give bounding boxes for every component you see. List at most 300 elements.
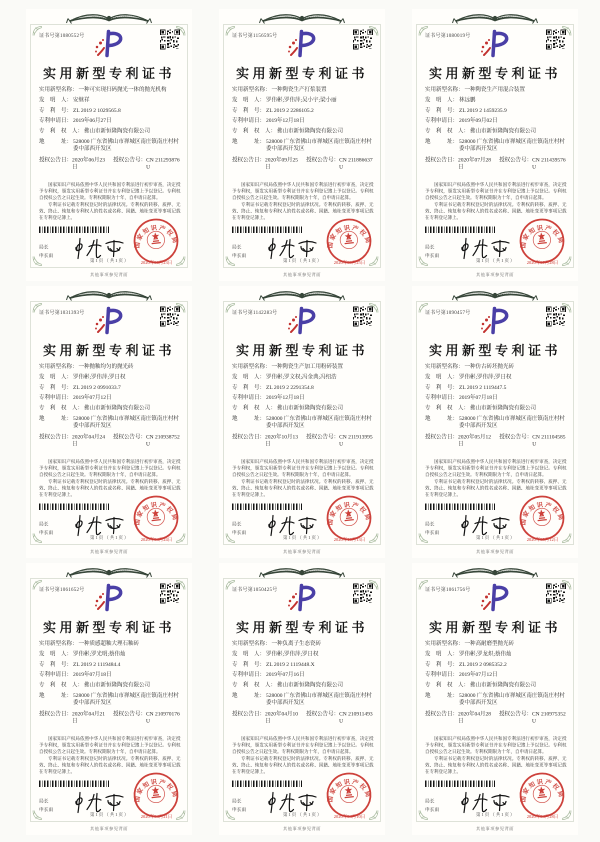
seal-text: 国家知识产权局 bbox=[520, 225, 565, 249]
field-patent-number bbox=[39, 107, 181, 114]
certificate bbox=[219, 286, 385, 558]
field-value: 罗伟彬;罗伟萍;吴小宇;梁小丽 bbox=[266, 96, 337, 103]
legal-text bbox=[39, 459, 181, 499]
spacer bbox=[299, 711, 306, 725]
seal-text: 国家知识产权局 bbox=[520, 502, 565, 526]
certificate-paper bbox=[26, 9, 192, 281]
certificate-fields bbox=[39, 87, 181, 175]
certificate bbox=[26, 286, 192, 558]
certificate-fields bbox=[425, 364, 567, 452]
cnipa-logo-icon bbox=[476, 306, 514, 336]
field-label: 实用新型名称： bbox=[425, 86, 464, 93]
field-label: 发 明 人： bbox=[232, 650, 265, 657]
spacer bbox=[492, 157, 499, 171]
field-filing-date bbox=[232, 395, 374, 402]
certificate-frame bbox=[224, 24, 381, 268]
certificate-frame bbox=[31, 301, 188, 545]
field-label: 专利申请日： bbox=[39, 394, 72, 401]
field-grant-info bbox=[232, 434, 374, 448]
field-utility-model-name bbox=[425, 87, 567, 94]
page-number-note: 第1页（共1页） bbox=[89, 258, 130, 263]
director-name: 申长雨 bbox=[425, 253, 440, 259]
field-value: 2020年04月28日 bbox=[458, 711, 491, 724]
field-grant-info bbox=[39, 157, 181, 171]
garland-ornament bbox=[450, 564, 540, 579]
field-label: 发 明 人： bbox=[425, 650, 458, 657]
legal-paragraph-1: 国家知识产权局依照中华人民共和国专利法进行初步审查，决定授予专利权，颁发实用新型专利证书并在专利登记簿上予以登记。专利权自授权公告之日起生效。专利权期限为十年，自申请日起算。 bbox=[39, 736, 181, 754]
certificate-paper bbox=[219, 563, 385, 835]
field-value: 林远鹏 bbox=[459, 96, 476, 103]
legal-paragraph-2: 专利证书记载专利权登记时的法律状况。专利权的转移、质押、无效、终止、恢复和专利权人的姓名或名称、国籍、地址变更等事项记载在专利登记簿上。 bbox=[39, 756, 181, 774]
field-value: 一种负离子生态瓷砖 bbox=[271, 640, 321, 647]
field-filing-date bbox=[39, 118, 181, 125]
field-address bbox=[232, 138, 374, 152]
legal-paragraph-2: 专利证书记载专利权登记时的法律状况。专利权的转移、质押、无效、终止、恢复和专利权人的姓名或名称、国籍、地址变更等事项记载在专利登记簿上。 bbox=[425, 202, 567, 220]
field-patentee bbox=[425, 405, 567, 412]
director-title: 局长 bbox=[232, 522, 242, 527]
director-name: 申长雨 bbox=[39, 530, 54, 536]
field-label: 授权公告日： bbox=[425, 157, 458, 164]
spacer bbox=[299, 434, 306, 448]
legal-paragraph-2: 专利证书记载专利权登记时的法律状况。专利权的转移、质押、无效、终止、恢复和专利权人的姓名或名称、国籍、地址变更等事项记载在专利登记簿上。 bbox=[232, 479, 374, 497]
legal-text bbox=[39, 182, 181, 222]
field-value: 安继祥 bbox=[73, 96, 90, 103]
back-side-note: 其他事项参见背面 bbox=[282, 549, 321, 554]
certificate-frame bbox=[417, 578, 574, 822]
field-utility-model-name bbox=[39, 641, 181, 648]
field-value: CN 210911493 U bbox=[339, 711, 373, 724]
field-patent-number bbox=[425, 384, 567, 391]
garland-ornament bbox=[257, 10, 347, 25]
field-label: 地 址： bbox=[39, 415, 72, 422]
field-patent-number bbox=[232, 661, 374, 668]
qr-code bbox=[546, 30, 566, 50]
certificate-number: 证书号第1061756号 bbox=[425, 587, 471, 593]
certificate-fields bbox=[39, 364, 181, 452]
field-label: 专 利 权 人： bbox=[425, 405, 469, 411]
director-name: 申长雨 bbox=[232, 530, 247, 536]
field-label: 专利申请日： bbox=[232, 117, 265, 124]
back-side-note: 其他事项参见背面 bbox=[89, 826, 128, 831]
field-value: CN 211439576 U bbox=[532, 157, 566, 170]
field-label: 授权公告号： bbox=[306, 434, 340, 441]
director-name: 申长雨 bbox=[232, 253, 247, 259]
certificate-footer bbox=[425, 502, 567, 542]
certificate bbox=[219, 9, 385, 281]
garland-ornament bbox=[64, 564, 154, 579]
field-inventors bbox=[39, 97, 181, 104]
certificate-title: 实用新型专利证书 bbox=[235, 343, 368, 358]
field-value: ZL 2019 2 1029565.8 bbox=[73, 107, 121, 114]
field-grant-info bbox=[39, 711, 181, 725]
field-value: CN 211886637 U bbox=[339, 157, 373, 170]
field-value: 528000 广东省佛山市禅城区南庄镇南庄村村委中部西开发区 bbox=[266, 415, 372, 429]
qr-code bbox=[353, 30, 373, 50]
barcode bbox=[425, 504, 495, 511]
certificate-footer bbox=[425, 779, 567, 819]
qr-code bbox=[160, 584, 180, 604]
field-value: 528000 广东省佛山市禅城区南庄镇南庄村村委中部西开发区 bbox=[459, 692, 565, 706]
field-value: 佛山市新恒隆陶瓷有限公司 bbox=[470, 405, 536, 411]
field-value: ZL 2019 2 1119447.5 bbox=[459, 384, 507, 391]
certificate-footer bbox=[39, 502, 181, 542]
director-title: 局长 bbox=[425, 799, 435, 804]
certificate-fields bbox=[425, 641, 567, 729]
certificate-footer bbox=[425, 225, 567, 265]
field-inventors bbox=[232, 374, 374, 381]
field-value: ZL 2019 2 2286105.2 bbox=[266, 107, 314, 114]
garland-ornament bbox=[257, 287, 347, 302]
field-value: 2019年12月18日 bbox=[266, 394, 305, 401]
certificate-footer bbox=[39, 779, 181, 819]
field-utility-model-name bbox=[39, 87, 181, 94]
field-grant-info bbox=[232, 157, 374, 171]
field-value: 2020年09月25日 bbox=[265, 157, 298, 170]
legal-paragraph-1: 国家知识产权局依照中华人民共和国专利法进行初步审查，决定授予专利权，颁发实用新型专利证书并在专利登记簿上予以登记。专利权自授权公告之日起生效。专利权期限为十年，自申请日起算。 bbox=[232, 459, 374, 477]
legal-paragraph-1: 国家知识产权局依照中华人民共和国专利法进行初步审查，决定授予专利权，颁发实用新型专利证书并在专利登记簿上予以登记。专利权自授权公告之日起生效。专利权期限为十年，自申请日起算。 bbox=[39, 182, 181, 200]
field-inventors bbox=[232, 651, 374, 658]
certificate-paper bbox=[412, 563, 578, 835]
field-label: 专利申请日： bbox=[39, 117, 72, 124]
field-label: 授权公告日： bbox=[39, 157, 72, 164]
legal-text bbox=[232, 459, 374, 499]
field-value: 2019年12月18日 bbox=[266, 117, 305, 124]
field-label: 专 利 号： bbox=[232, 661, 265, 668]
field-patentee bbox=[39, 682, 181, 689]
certificate-frame bbox=[224, 301, 381, 545]
field-inventors bbox=[425, 374, 567, 381]
barcode bbox=[39, 227, 109, 234]
certificate-frame bbox=[31, 24, 188, 268]
field-value: 2020年04月24日 bbox=[72, 434, 105, 447]
field-value: 佛山市新恒隆陶瓷有限公司 bbox=[277, 405, 343, 411]
field-address bbox=[232, 692, 374, 706]
field-value: 一种高耐磨型抛光砖 bbox=[464, 640, 514, 647]
director-title: 局长 bbox=[425, 245, 435, 250]
seal-text: 国家知识产权局 bbox=[520, 779, 565, 803]
qr-code bbox=[353, 584, 373, 604]
field-value: 佛山市新恒隆陶瓷有限公司 bbox=[84, 405, 150, 411]
field-label: 专 利 权 人： bbox=[39, 682, 83, 688]
director-title: 局长 bbox=[39, 522, 49, 527]
director-name: 申长雨 bbox=[232, 807, 247, 813]
field-value: 一种质感超釉大理石釉砖 bbox=[78, 640, 139, 647]
legal-paragraph-1: 国家知识产权局依照中华人民共和国专利法进行初步审查，决定授予专利权，颁发实用新型专利证书并在专利登记簿上予以登记。专利权自授权公告之日起生效。专利权期限为十年，自申请日起算。 bbox=[425, 182, 567, 200]
director-name: 申长雨 bbox=[425, 807, 440, 813]
field-value: 2019年07月12日 bbox=[459, 671, 498, 678]
cnipa-logo-icon bbox=[90, 29, 128, 59]
qr-code bbox=[160, 307, 180, 327]
field-label: 授权公告号： bbox=[306, 157, 340, 164]
field-inventors bbox=[425, 97, 567, 104]
field-value: 罗伟彬;罗伟萍;罗日权 bbox=[459, 373, 512, 380]
barcode bbox=[39, 504, 109, 511]
director-title: 局长 bbox=[232, 245, 242, 250]
seal-date: 2020年05月12日 bbox=[526, 537, 559, 542]
field-value: ZL 2019 2 0991033.7 bbox=[73, 384, 121, 391]
certificate-number: 证书号第1080019号 bbox=[425, 33, 471, 39]
seal-text: 国家知识产权局 bbox=[327, 779, 372, 803]
field-label: 发 明 人： bbox=[39, 373, 72, 380]
field-filing-date bbox=[39, 672, 181, 679]
field-value: 2020年06月23日 bbox=[72, 157, 105, 170]
field-value: 罗伟彬;罗伟萍;罗日权 bbox=[73, 373, 126, 380]
field-value: ZL 2019 2 1119448.X bbox=[266, 661, 315, 668]
cnipa-logo-icon bbox=[283, 306, 321, 336]
seal-date: 2020年04月28日 bbox=[526, 814, 559, 819]
certificate-number: 证书号第1142283号 bbox=[232, 310, 278, 316]
field-label: 授权公告号： bbox=[499, 157, 533, 164]
certificate-number: 证书号第1061652号 bbox=[39, 587, 85, 593]
field-grant-info bbox=[425, 434, 567, 448]
field-filing-date bbox=[39, 395, 181, 402]
certificate-number: 证书号第1050425号 bbox=[232, 587, 278, 593]
field-patent-number bbox=[425, 107, 567, 114]
field-label: 实用新型名称： bbox=[425, 363, 464, 370]
field-address bbox=[39, 692, 181, 706]
cnipa-logo-icon bbox=[283, 583, 321, 613]
field-value: 一种陶瓷生产加工用粉碎装置 bbox=[271, 363, 343, 370]
back-side-note: 其他事项参见背面 bbox=[475, 549, 514, 554]
director-title: 局长 bbox=[39, 799, 49, 804]
certificate-title: 实用新型专利证书 bbox=[428, 66, 561, 81]
field-label: 授权公告日： bbox=[232, 157, 265, 164]
field-address bbox=[425, 138, 567, 152]
field-label: 授权公告号： bbox=[499, 711, 533, 718]
director-title: 局长 bbox=[425, 522, 435, 527]
certificate-footer bbox=[232, 502, 374, 542]
field-value: 佛山市新恒隆陶瓷有限公司 bbox=[84, 682, 150, 688]
field-label: 授权公告号： bbox=[113, 157, 147, 164]
field-label: 发 明 人： bbox=[39, 96, 72, 103]
field-label: 专利申请日： bbox=[232, 671, 265, 678]
field-label: 发 明 人： bbox=[425, 96, 458, 103]
cnipa-logo-icon bbox=[90, 306, 128, 336]
field-utility-model-name bbox=[232, 364, 374, 371]
field-value: 528000 广东省佛山市禅城区南庄镇南庄村村委中部西开发区 bbox=[266, 692, 372, 706]
legal-paragraph-2: 专利证书记载专利权登记时的法律状况。专利权的转移、质押、无效、终止、恢复和专利权人的姓名或名称、国籍、地址变更等事项记载在专利登记簿上。 bbox=[232, 756, 374, 774]
field-label: 授权公告日： bbox=[39, 711, 72, 718]
legal-paragraph-1: 国家知识产权局依照中华人民共和国专利法进行初步审查，决定授予专利权，颁发实用新型专利证书并在专利登记簿上予以登记。专利权自授权公告之日起生效。专利权期限为十年，自申请日起算。 bbox=[425, 459, 567, 477]
spacer bbox=[492, 711, 499, 725]
director-title: 局长 bbox=[39, 245, 49, 250]
field-grant-info bbox=[425, 711, 567, 725]
spacer bbox=[106, 157, 113, 171]
cnipa-logo-icon bbox=[476, 29, 514, 59]
field-label: 发 明 人： bbox=[39, 650, 72, 657]
certificate bbox=[26, 9, 192, 281]
certificate-paper bbox=[219, 9, 385, 281]
seal-text: 国家知识产权局 bbox=[327, 502, 372, 526]
field-label: 专利申请日： bbox=[425, 394, 458, 401]
field-value: 一种仿古砖坯抛光砖 bbox=[464, 363, 514, 370]
back-side-note: 其他事项参见背面 bbox=[282, 272, 321, 277]
legal-text bbox=[425, 736, 567, 776]
field-value: 罗伟彬;罗文权;冯金典;冯绍浩 bbox=[266, 373, 337, 380]
director-title: 局长 bbox=[232, 799, 242, 804]
garland-ornament bbox=[64, 10, 154, 25]
field-label: 地 址： bbox=[232, 138, 265, 145]
back-side-note: 其他事项参见背面 bbox=[89, 549, 128, 554]
field-label: 专 利 号： bbox=[232, 384, 265, 391]
field-value: 528000 广东省佛山市禅城区南庄镇南庄村村委中部西开发区 bbox=[459, 138, 565, 152]
field-patentee bbox=[39, 405, 181, 412]
barcode bbox=[39, 781, 109, 788]
legal-paragraph-2: 专利证书记载专利权登记时的法律状况。专利权的转移、质押、无效、终止、恢复和专利权人的姓名或名称、国籍、地址变更等事项记载在专利登记簿上。 bbox=[232, 202, 374, 220]
field-label: 地 址： bbox=[39, 138, 72, 145]
legal-text bbox=[425, 459, 567, 499]
field-value: 2020年04月21日 bbox=[72, 711, 105, 724]
certificate-paper bbox=[412, 9, 578, 281]
field-address bbox=[425, 692, 567, 706]
field-value: ZL 2019 2 0985352.2 bbox=[459, 661, 507, 668]
legal-text bbox=[232, 182, 374, 222]
back-side-note: 其他事项参见背面 bbox=[475, 272, 514, 277]
certificate-fields bbox=[232, 87, 374, 175]
field-value: 2020年10月13日 bbox=[265, 434, 298, 447]
barcode bbox=[425, 227, 495, 234]
field-label: 地 址： bbox=[425, 138, 458, 145]
field-value: 2020年04月10日 bbox=[265, 711, 298, 724]
certificate-title: 实用新型专利证书 bbox=[235, 620, 368, 635]
garland-ornament bbox=[450, 287, 540, 302]
field-value: 2020年05月12日 bbox=[458, 434, 491, 447]
certificate-number: 证书号第1080552号 bbox=[39, 33, 85, 39]
field-label: 专 利 号： bbox=[425, 661, 458, 668]
field-utility-model-name bbox=[425, 364, 567, 371]
field-filing-date bbox=[425, 118, 567, 125]
back-side-note: 其他事项参见背面 bbox=[475, 826, 514, 831]
field-value: 罗伟彬;罗光明;蔡伟灿 bbox=[73, 650, 126, 657]
certificate-frame bbox=[224, 578, 381, 822]
legal-paragraph-1: 国家知识产权局依照中华人民共和国专利法进行初步审查，决定授予专利权，颁发实用新型专利证书并在专利登记簿上予以登记。专利权自授权公告之日起生效。专利权期限为十年，自申请日起算。 bbox=[232, 182, 374, 200]
field-value: CN 210938752 U bbox=[146, 434, 180, 447]
field-value: ZL 2019 2 1459235.9 bbox=[459, 107, 507, 114]
field-label: 实用新型名称： bbox=[39, 640, 78, 647]
cnipa-logo-icon bbox=[476, 583, 514, 613]
field-label: 授权公告号： bbox=[113, 434, 147, 441]
field-value: 一种陶瓷生产打浆装置 bbox=[271, 86, 327, 93]
seal-text: 国家知识产权局 bbox=[327, 225, 372, 249]
field-value: 2019年09月02日 bbox=[459, 117, 498, 124]
certificate-number: 证书号第1090457号 bbox=[425, 310, 471, 316]
field-value: 528000 广东省佛山市禅城区南庄镇南庄村村委中部西开发区 bbox=[73, 138, 179, 152]
back-side-note: 其他事项参见背面 bbox=[282, 826, 321, 831]
legal-paragraph-2: 专利证书记载专利权登记时的法律状况。专利权的转移、质押、无效、终止、恢复和专利权人的姓名或名称、国籍、地址变更等事项记载在专利登记簿上。 bbox=[39, 202, 181, 220]
director-name: 申长雨 bbox=[39, 253, 54, 259]
field-label: 地 址： bbox=[232, 415, 265, 422]
field-label: 发 明 人： bbox=[232, 96, 265, 103]
field-label: 专利申请日： bbox=[425, 671, 458, 678]
field-value: CN 211913995 U bbox=[339, 434, 373, 447]
field-filing-date bbox=[425, 672, 567, 679]
seal-text: 国家知识产权局 bbox=[134, 779, 179, 803]
field-value: CN 211104585 U bbox=[532, 434, 566, 447]
spacer bbox=[106, 434, 113, 448]
certificate-frame bbox=[417, 301, 574, 545]
field-utility-model-name bbox=[232, 87, 374, 94]
field-patent-number bbox=[39, 384, 181, 391]
field-label: 发 明 人： bbox=[232, 373, 265, 380]
field-grant-info bbox=[425, 157, 567, 171]
cnipa-logo-icon bbox=[90, 583, 128, 613]
certificate-paper bbox=[26, 563, 192, 835]
field-label: 实用新型名称： bbox=[232, 640, 271, 647]
barcode bbox=[232, 504, 302, 511]
field-value: 2020年07月28日 bbox=[458, 157, 491, 170]
certificate-footer bbox=[39, 225, 181, 265]
spacer bbox=[106, 711, 113, 725]
page-number-note: 第1页（共1页） bbox=[282, 812, 323, 817]
field-patentee bbox=[232, 682, 374, 689]
field-value: 佛山市新恒隆陶瓷有限公司 bbox=[470, 128, 536, 134]
field-value: ZL 2019 2 2291354.8 bbox=[266, 384, 314, 391]
certificate-title: 实用新型专利证书 bbox=[42, 66, 175, 81]
back-side-note: 其他事项参见背面 bbox=[89, 272, 128, 277]
field-patentee bbox=[39, 128, 181, 135]
certificate bbox=[219, 563, 385, 835]
field-label: 授权公告号： bbox=[113, 711, 147, 718]
field-patent-number bbox=[425, 661, 567, 668]
field-inventors bbox=[232, 97, 374, 104]
certificate-paper bbox=[412, 286, 578, 558]
certificate-footer bbox=[232, 225, 374, 265]
field-patent-number bbox=[232, 107, 374, 114]
barcode bbox=[232, 227, 302, 234]
field-grant-info bbox=[39, 434, 181, 448]
field-address bbox=[39, 138, 181, 152]
field-label: 授权公告号： bbox=[306, 711, 340, 718]
seal-date: 2020年09月25日 bbox=[333, 260, 366, 265]
field-patentee bbox=[232, 405, 374, 412]
barcode bbox=[232, 781, 302, 788]
field-label: 地 址： bbox=[425, 692, 458, 699]
field-label: 授权公告日： bbox=[232, 711, 265, 718]
certificate-fields bbox=[39, 641, 181, 729]
field-label: 实用新型名称： bbox=[39, 363, 78, 370]
field-label: 专 利 权 人： bbox=[425, 128, 469, 134]
spacer bbox=[299, 157, 306, 171]
field-value: 528000 广东省佛山市禅城区南庄镇南庄村村委中部西开发区 bbox=[266, 138, 372, 152]
field-address bbox=[232, 415, 374, 429]
field-label: 专 利 号： bbox=[39, 384, 72, 391]
field-label: 专 利 权 人： bbox=[39, 128, 83, 134]
field-label: 地 址： bbox=[39, 692, 72, 699]
field-value: 佛山市新恒隆陶瓷有限公司 bbox=[277, 128, 343, 134]
field-label: 专 利 权 人： bbox=[39, 405, 83, 411]
field-filing-date bbox=[232, 118, 374, 125]
certificate-title: 实用新型专利证书 bbox=[235, 66, 368, 81]
legal-paragraph-2: 专利证书记载专利权登记时的法律状况。专利权的转移、质押、无效、终止、恢复和专利权人的姓名或名称、国籍、地址变更等事项记载在专利登记簿上。 bbox=[425, 756, 567, 774]
legal-text bbox=[39, 736, 181, 776]
certificate-frame bbox=[417, 24, 574, 268]
field-utility-model-name bbox=[39, 364, 181, 371]
garland-ornament bbox=[450, 10, 540, 25]
legal-paragraph-2: 专利证书记载专利权登记时的法律状况。专利权的转移、质押、无效、终止、恢复和专利权人的姓名或名称、国籍、地址变更等事项记载在专利登记簿上。 bbox=[39, 479, 181, 497]
page-number-note: 第1页（共1页） bbox=[282, 535, 323, 540]
seal-date: 2020年04月21日 bbox=[140, 814, 173, 819]
certificate bbox=[412, 9, 578, 281]
seal-date: 2020年07月28日 bbox=[526, 260, 559, 265]
field-address bbox=[39, 415, 181, 429]
field-inventors bbox=[39, 374, 181, 381]
field-label: 授权公告日： bbox=[425, 711, 458, 718]
field-filing-date bbox=[425, 395, 567, 402]
director-name: 申长雨 bbox=[425, 530, 440, 536]
certificate-number: 证书号第1156595号 bbox=[232, 33, 278, 39]
certificate-fields bbox=[232, 641, 374, 729]
field-label: 专 利 号： bbox=[232, 107, 265, 114]
